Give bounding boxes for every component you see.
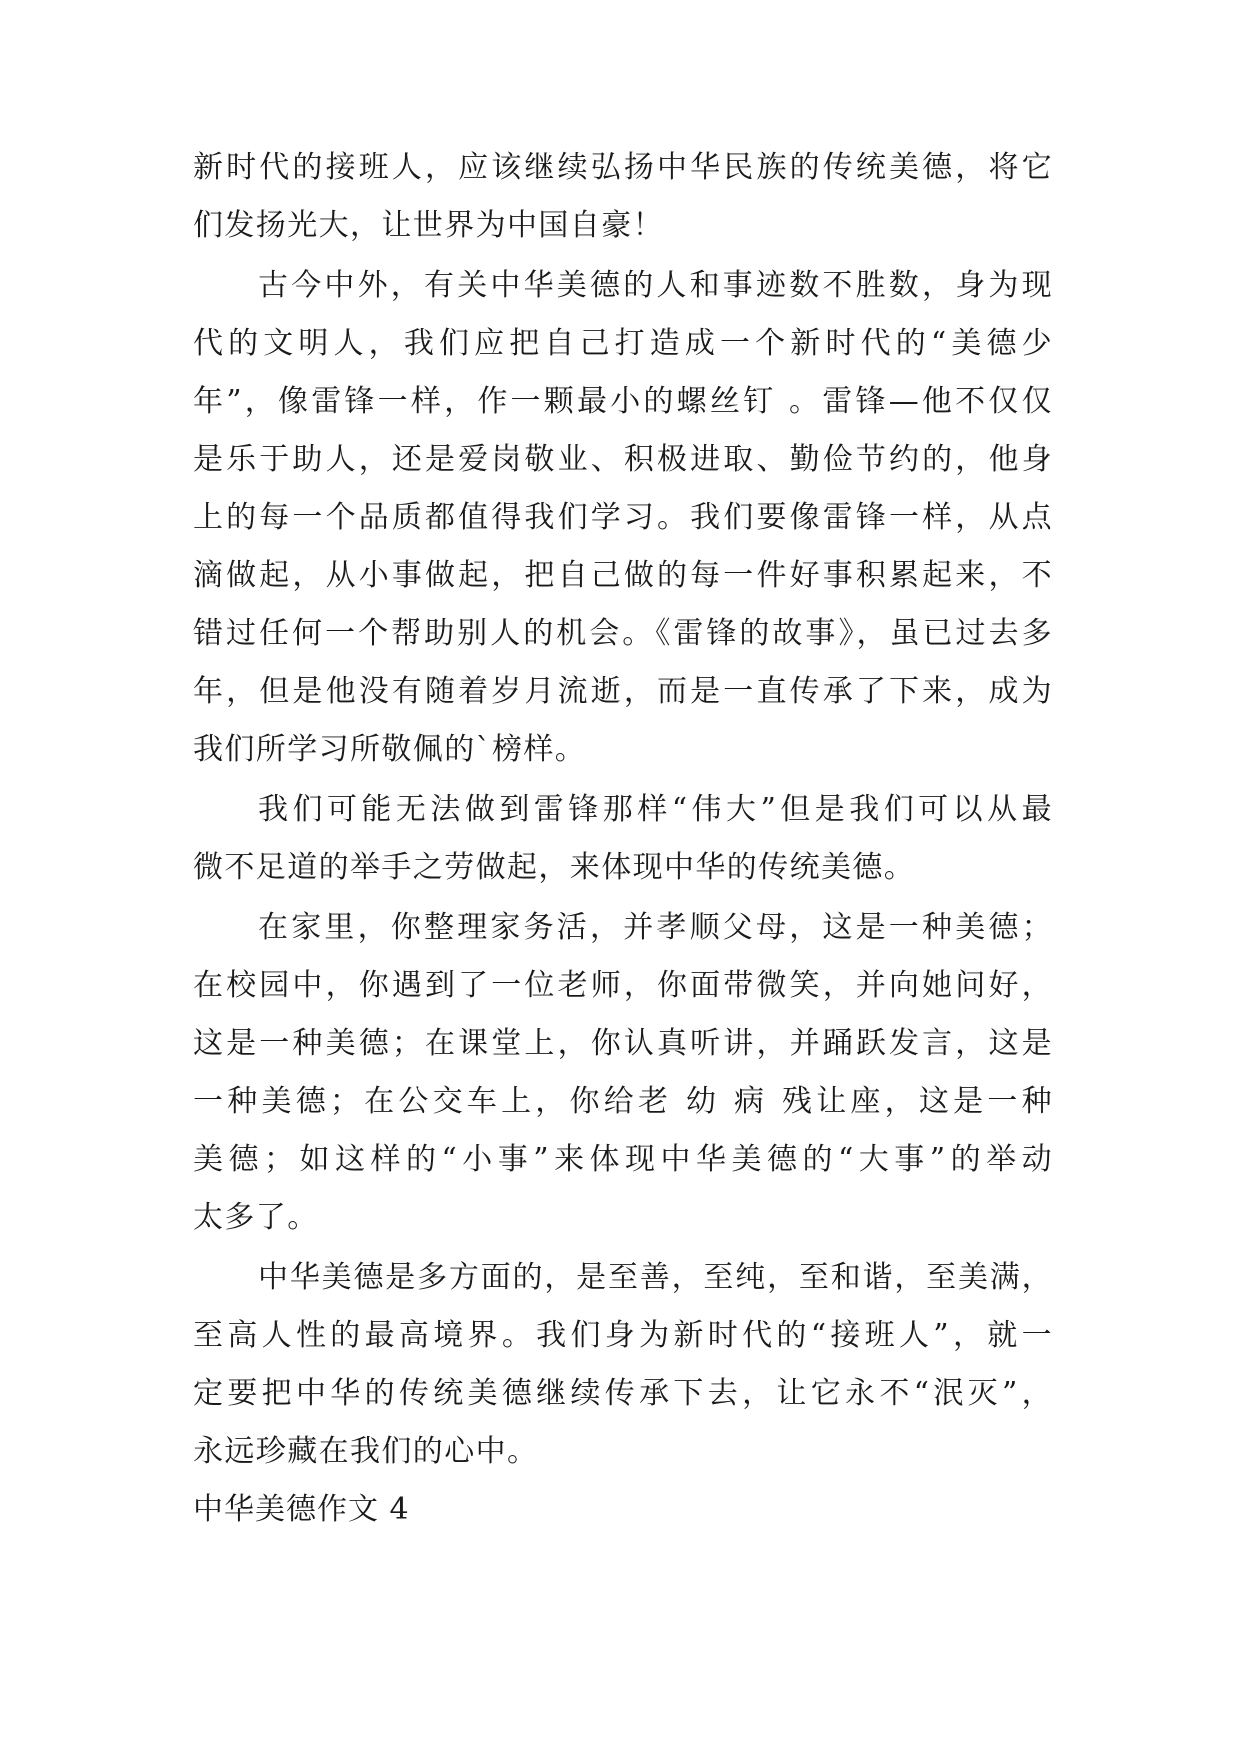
paragraph-start-line: 我们可能无法做到雷锋那样“伟大”但是我们可以从最 — [258, 792, 1053, 827]
text-line: 上的每一个品质都值得我们学习。我们要像雷锋一样，从点 — [193, 500, 1053, 535]
text-line: 太多了。 — [193, 1200, 319, 1235]
text-line: 在校园中，你遇到了一位老师，你面带微笑，并向她问好， — [193, 968, 1053, 1003]
text-line: 这是一种美德；在课堂上，你认真听讲，并踊跃发言，这是 — [193, 1026, 1053, 1061]
text-line: 一种美德；在公交车上，你给老 幼 病 残让座，这是一种 — [193, 1084, 1053, 1119]
paragraph-start-line: 中华美德是多方面的，是至善，至纯，至和谐，至美满， — [258, 1260, 1053, 1295]
text-line: 们发扬光大，让世界为中国自豪！ — [193, 208, 664, 243]
text-line: 错过任何一个帮助别人的机会。《雷锋的故事》，虽已过去多 — [193, 616, 1053, 651]
text-line: 新时代的接班人，应该继续弘扬中华民族的传统美德，将它 — [193, 150, 1053, 185]
text-line: 至高人性的最高境界。我们身为新时代的“接班人”，就一 — [193, 1318, 1053, 1353]
text-line: 永远珍藏在我们的心中。 — [193, 1434, 539, 1469]
text-line: 年，但是他没有随着岁月流逝，而是一直传承了下来，成为 — [193, 674, 1053, 709]
text-line: 定要把中华的传统美德继续传承下去，让它永不“泯灭”， — [193, 1376, 1053, 1411]
text-line: 是乐于助人，还是爱岗敬业、积极进取、勤俭节约的，他身 — [193, 442, 1053, 477]
text-line: 代的文明人，我们应把自己打造成一个新时代的“美德少 — [193, 326, 1053, 361]
text-line: 年”，像雷锋一样，作一颗最小的螺丝钉 。雷锋—他不仅仅 — [193, 384, 1053, 419]
text-line: 滴做起，从小事做起，把自己做的每一件好事积累起来，不 — [193, 558, 1053, 593]
section-heading: 中华美德作文 4 — [193, 1492, 410, 1527]
text-line: 微不足道的举手之劳做起，来体现中华的传统美德。 — [193, 850, 916, 885]
paragraph-start-line: 古今中外，有关中华美德的人和事迹数不胜数，身为现 — [258, 268, 1053, 303]
text-line: 美德；如这样的“小事”来体现中华美德的“大事”的举动 — [193, 1142, 1053, 1177]
text-line: 我们所学习所敬佩的`榜样。 — [193, 732, 587, 767]
paragraph-start-line: 在家里，你整理家务活，并孝顺父母，这是一种美德； — [258, 910, 1053, 945]
